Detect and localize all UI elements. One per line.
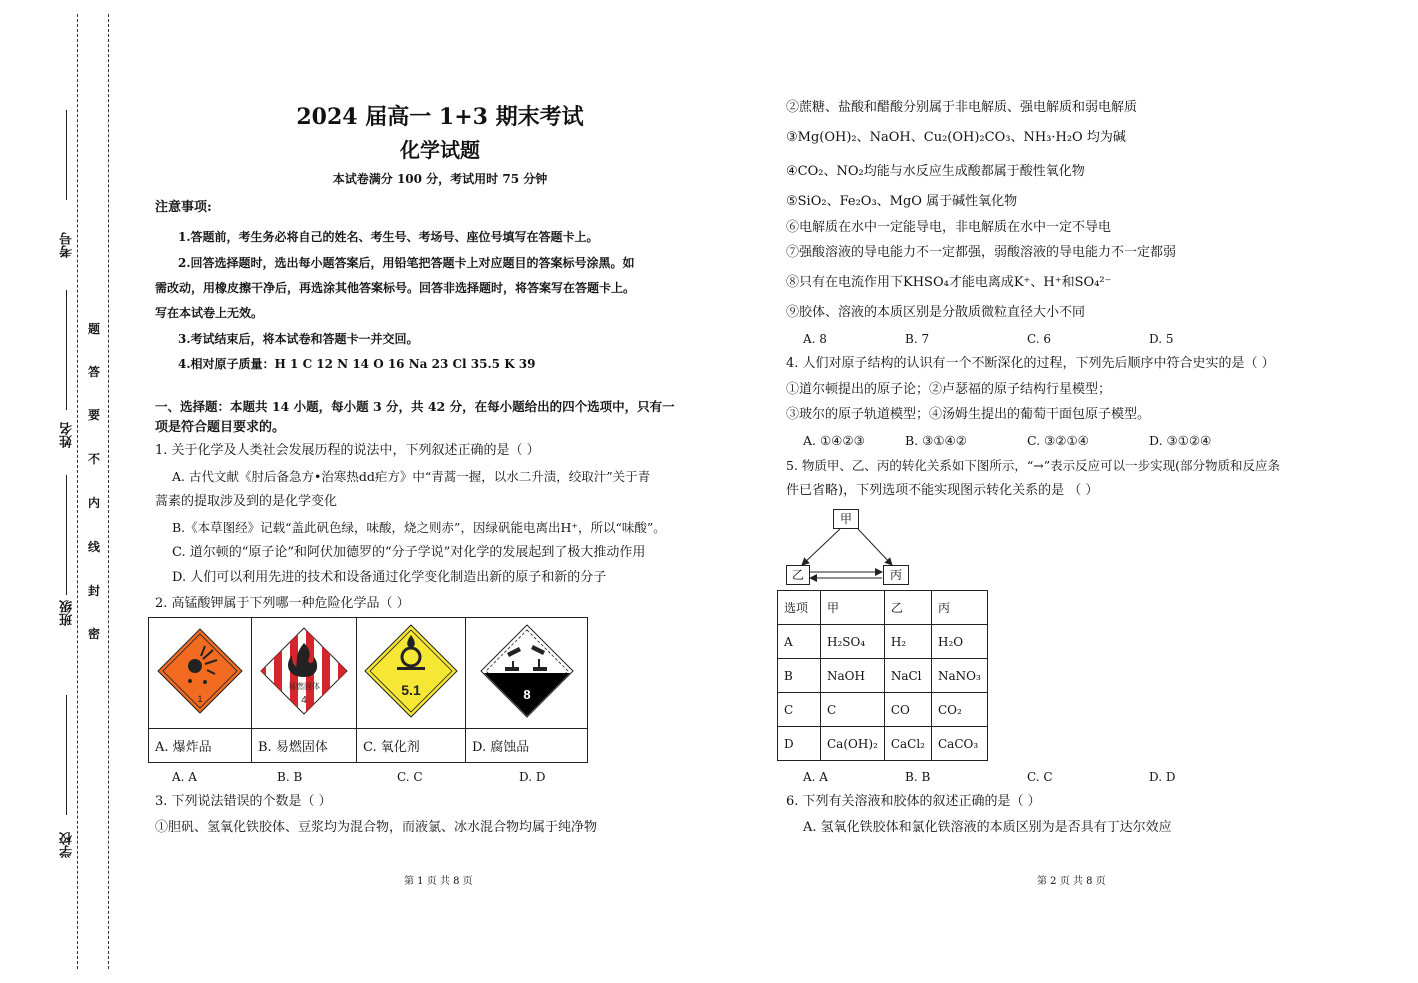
note-line: 3.考试结束后，将本试卷和答题卡一并交回。 <box>178 332 419 346</box>
q5-cell: C <box>821 693 885 727</box>
q5-cell: CO <box>884 693 931 727</box>
school-rule <box>66 695 67 815</box>
q5-cell: NaOH <box>821 659 885 693</box>
corrosive-sign-number: 8 <box>522 687 531 702</box>
binding-line-outer <box>77 14 78 969</box>
q5-header-cell: 丙 <box>931 591 987 625</box>
hazard-label: D. 腐蚀品 <box>466 729 588 763</box>
note-line: 写在本试卷上无效。 <box>155 306 264 320</box>
hazard-cell-explosive <box>149 618 252 729</box>
oxidizer-sign-icon <box>363 623 459 719</box>
q5-cell: C <box>778 693 821 727</box>
exam-info: 本试卷满分 100 分，考试用时 75 分钟 <box>332 172 548 186</box>
page-footer-1: 第 1 页 共 8 页 <box>404 876 473 887</box>
q3-statement: ⑤SiO₂、Fe₂O₃、MgO 属于碱性氧化物 <box>786 194 1018 209</box>
q3-statement: ⑦强酸溶液的导电能力不一定都强，弱酸溶液的导电能力不一定都弱 <box>786 245 1177 260</box>
exam-title: 2024 届高一 1+3 期末考试 <box>296 104 584 130</box>
school-label: 学校 <box>60 832 75 858</box>
q3-option: D. 5 <box>1149 332 1174 346</box>
class-label: 班级 <box>60 600 75 626</box>
q3-statement: ⑨胶体、溶液的本质区别是分散质微粒直径大小不同 <box>786 305 1086 320</box>
oxidizer-sign-number: 5.1 <box>401 682 421 698</box>
seal-char: 内 <box>88 496 101 510</box>
arrow-jia-to-yi <box>802 529 840 565</box>
q1-option-a: A. 古代文献《肘后备急方•治寒热dd疟方》中“青蒿一握，以水二升渍，绞取汁”关于青 <box>172 469 651 484</box>
q5-header-cell: 选项 <box>778 591 821 625</box>
notes-heading: 注意事项: <box>155 200 212 215</box>
q5-table <box>777 590 988 761</box>
q5-cell: B <box>778 659 821 693</box>
hazard-label: C. 氧化剂 <box>357 729 466 763</box>
explosive-sign-number: 1 <box>197 694 203 704</box>
q1-option-a-cont: 蒿素的提取涉及到的是化学变化 <box>155 494 338 509</box>
table-row <box>778 727 988 761</box>
q5-cell: H₂ <box>884 625 931 659</box>
section-heading-cont: 项是符合题目要求的。 <box>155 420 286 435</box>
q5-cell: Ca(OH)₂ <box>821 727 885 761</box>
q5-cell: CaCO₃ <box>931 727 987 761</box>
q3-option: B. 7 <box>905 332 930 346</box>
q5-cell: D <box>778 727 821 761</box>
q5-cell: NaCl <box>884 659 931 693</box>
table-row <box>778 693 988 727</box>
q4-line: ①道尔顿提出的原子论；②卢瑟福的原子结构行星模型； <box>786 382 1112 397</box>
section-heading: 一、选择题：本题共 14 小题，每小题 3 分，共 42 分，在每小题给出的四个选项中，只有一 <box>155 399 675 414</box>
q1-option-b: B.《本草图经》记载“盖此矾色绿，味酸，烧之则赤”，因绿矾能电离出H⁺，所以“味酸”。 <box>172 520 666 535</box>
q2-option: C. C <box>397 770 423 784</box>
q3-statement: ②蔗糖、盐酸和醋酸分别属于非电解质、强电解质和弱电解质 <box>786 100 1138 115</box>
q5-option: B. B <box>905 770 931 784</box>
hazard-label: B. 易燃固体 <box>252 729 357 763</box>
q5-stem-cont: 件已省略)，下列选项不能实现图示转化关系的是 （ ） <box>786 483 1099 498</box>
q2-option: D. D <box>519 770 546 784</box>
hazard-label: A. 爆炸品 <box>149 729 252 763</box>
q3-statement: ⑧只有在电流作用下KHSO₄才能电离成K⁺、H⁺和SO₄²⁻ <box>786 275 1112 290</box>
seal-char: 不 <box>88 452 101 466</box>
q3-option: C. 6 <box>1027 332 1052 346</box>
q3-statement: ④CO₂、NO₂均能与水反应生成酸都属于酸性氧化物 <box>786 164 1085 179</box>
q5-cell: NaNO₃ <box>931 659 987 693</box>
seal-char: 线 <box>88 540 101 554</box>
q4-line: ③玻尔的原子轨道模型；④汤姆生提出的葡萄干面包原子模型。 <box>786 407 1151 422</box>
seal-char: 题 <box>88 322 101 336</box>
note-line: 4.相对原子质量：H 1 C 12 N 14 O 16 Na 23 Cl 35.5 K 39 <box>178 357 536 371</box>
q5-cell: A <box>778 625 821 659</box>
node-yi: 乙 <box>786 565 810 585</box>
q1-option-d: D. 人们可以利用先进的技术和设备通过化学变化制造出新的原子和新的分子 <box>172 570 607 585</box>
q6-option-a: A. 氢氧化铁胶体和氯化铁溶液的本质区别为是否具有丁达尔效应 <box>803 820 1172 835</box>
name-label: 姓名 <box>60 422 75 448</box>
seal-char: 封 <box>88 584 101 598</box>
q4-option: B. ③①④② <box>905 433 967 448</box>
note-line: 2.回答选择题时，选出每小题答案后，用铅笔把答题卡上对应题目的答案标号涂黑。如 <box>178 256 635 270</box>
q5-cell: H₂O <box>931 625 987 659</box>
note-line: 1.答题前，考生务必将自己的姓名、考生号、考场号、座位号填写在答题卡上。 <box>178 230 599 244</box>
node-jia: 甲 <box>833 509 859 529</box>
name-rule <box>66 290 67 410</box>
q1-option-c: C. 道尔顿的“原子论”和阿伏加德罗的“分子学说”对化学的发展起到了极大推动作用 <box>172 545 646 560</box>
q5-option: A. A <box>803 770 828 784</box>
hazard-cell-oxidizer <box>357 618 466 729</box>
q5-cell: CaCl₂ <box>884 727 931 761</box>
table-row <box>778 659 988 693</box>
binding-line-inner <box>108 14 109 969</box>
note-line: 需改动，用橡皮擦干净后，再选涂其他答案标号。回答非选择题时，将答案写在答题卡上。 <box>155 281 636 295</box>
q3-option: A. 8 <box>803 332 827 346</box>
q6-stem: 6. 下列有关溶液和胶体的叙述正确的是（ ） <box>786 794 1041 809</box>
svg-text:4: 4 <box>301 695 307 706</box>
table-row <box>778 625 988 659</box>
q5-header-cell: 乙 <box>884 591 931 625</box>
exam-subtitle: 化学试题 <box>400 138 480 162</box>
flammable-solid-sign-icon <box>258 625 350 717</box>
q3-statement: ⑥电解质在水中一定能导电，非电解质在水中一定不导电 <box>786 220 1112 235</box>
q5-cell: CO₂ <box>931 693 987 727</box>
hazard-cell-corrosive <box>466 618 588 729</box>
q1-stem: 1. 关于化学及人类社会发展历程的说法中，下列叙述正确的是（ ） <box>155 443 540 458</box>
explosive-sign-icon <box>155 626 245 716</box>
class-rule <box>66 475 67 595</box>
seal-char: 密 <box>88 627 101 641</box>
q2-option: B. B <box>277 770 303 784</box>
seal-char: 答 <box>88 365 101 379</box>
seal-char: 要 <box>88 408 101 422</box>
q3-statement: ③Mg(OH)₂、NaOH、Cu₂(OH)₂CO₃、NH₃·H₂O 均为碱 <box>786 130 1126 145</box>
q5-option: D. D <box>1149 770 1176 784</box>
node-bing: 丙 <box>883 565 909 585</box>
q3-statement: ①胆矾、氢氧化铁胶体、豆浆均为混合物，而液氯、冰水混合物均属于纯净物 <box>155 820 598 835</box>
q4-option: A. ①④②③ <box>803 433 865 448</box>
q5-cell: H₂SO₄ <box>821 625 885 659</box>
q5-header-cell: 甲 <box>821 591 885 625</box>
flammable-sign-text: 易燃固体 <box>288 682 320 691</box>
corrosive-sign-icon <box>479 623 575 719</box>
q2-stem: 2. 高锰酸钾属于下列哪一种危险化学品（ ） <box>155 596 410 611</box>
q4-option: D. ③①②④ <box>1149 433 1212 448</box>
arrow-jia-to-bing <box>858 529 892 565</box>
hazard-table <box>148 617 588 763</box>
q4-stem: 4. 人们对原子结构的认识有一个不断深化的过程，下列先后顺序中符合史实的是（ ） <box>786 356 1275 371</box>
q5-stem: 5. 物质甲、乙、丙的转化关系如下图所示，“→”表示反应可以一步实现(部分物质和反应条 <box>786 458 1281 473</box>
hazard-cell-flammable <box>252 618 357 729</box>
page-footer-2: 第 2 页 共 8 页 <box>1037 876 1106 887</box>
q2-option: A. A <box>172 770 197 784</box>
q4-option: C. ③②①④ <box>1027 433 1089 448</box>
q3-stem: 3. 下列说法错误的个数是（ ） <box>155 794 332 809</box>
exam-no-label: 考号 <box>60 232 75 258</box>
exam-no-rule <box>66 110 67 200</box>
q5-option: C. C <box>1027 770 1053 784</box>
